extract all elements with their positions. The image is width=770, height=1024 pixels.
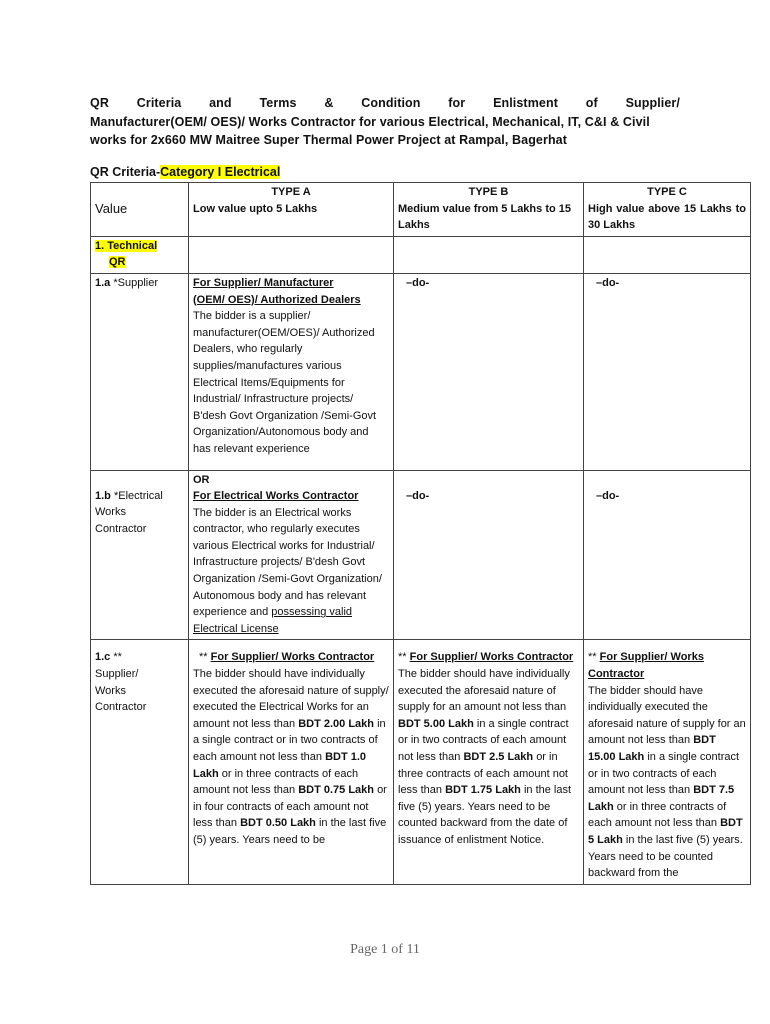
criteria-category: Category I Electrical — [160, 165, 281, 179]
value-cell — [91, 183, 189, 237]
row-1c-c-v1: BDT 15.00 Lakh — [588, 734, 716, 763]
row-1b-number: 1.b — [95, 489, 111, 502]
row-1c-stars: ** — [113, 651, 122, 664]
type-c-desc: High value above 15 Lakhs to 30 Lakhs — [588, 202, 746, 232]
title-word: Criteria — [136, 96, 182, 110]
row-1a-type-b — [394, 273, 584, 470]
row-1c-a-t4: or in four contracts of each amount not less than — [193, 784, 387, 830]
empty-cell — [394, 236, 584, 273]
empty-cell — [584, 236, 751, 273]
row-1c-text-2: Works — [95, 684, 126, 697]
row-1b-ditto-c: –do- — [596, 489, 620, 502]
row-1c-text-3: Contractor — [95, 701, 147, 714]
row-1b-label — [91, 470, 189, 640]
row-1c-text-1: Supplier/ — [95, 668, 139, 681]
row-1a-heading-2: (OEM/ OES)/ Authorized Dealers — [193, 293, 361, 306]
qr-criteria-table — [90, 182, 751, 885]
row-1c-c-t4: in the last five (5) years. Years need to be counted backward from the — [588, 833, 743, 880]
row-1c-a-t3: or in three contracts of each amount not less than — [193, 767, 359, 797]
technical-qr-cell — [91, 236, 189, 273]
row-1c-c-t3: or in three contracts of each amount not less than — [588, 800, 727, 830]
type-a-label: TYPE A — [271, 186, 311, 198]
row-1b-heading: For Electrical Works Contractor — [193, 490, 359, 503]
row-1b-text-a: The bidder is an Electrical works contractor, who regularly executes various Electrical works for Industrial/ Infrastructure projects/ B'desh Govt Organization /Semi-Govt Organization/ Autonomous body and has relevant experience and — [193, 506, 382, 619]
type-b-desc: Medium value from 5 Lakhs to 15 Lakhs — [398, 202, 571, 232]
row-1b-type-c — [584, 470, 751, 640]
row-1c-b-t1: The bidder should have individually executed the aforesaid nature of supply for an amount not less than — [398, 668, 570, 714]
row-1a-text: *Supplier — [113, 276, 158, 289]
technical-qr-row — [91, 236, 751, 273]
row-1c-b-v2: BDT 2.5 Lakh — [463, 751, 534, 763]
row-1c-a-v1: BDT 2.00 Lakh — [298, 717, 374, 730]
row-1c-a-v4: BDT 0.50 Lakh — [240, 817, 316, 830]
row-1c-c-t1: The bidder should have individually executed the aforesaid nature of supply for an amount not less than — [588, 684, 746, 747]
title-word: Supplier/ — [625, 96, 680, 110]
row-1c-type-a — [189, 640, 394, 884]
row-1b-text-3: Contractor — [95, 522, 147, 535]
title-word: QR — [90, 96, 109, 110]
row-1a-label — [91, 273, 189, 470]
row-1c-label — [91, 640, 189, 884]
value-label: Value — [95, 201, 128, 216]
row-1c-b-t4: in the last five (5) years. Years need to be counted backward from the date of issuance of enlistment Notice. — [398, 784, 572, 846]
row-1a-text-a: The bidder is a supplier/ manufacturer(OEM/OES)/ Authorized Dealers, who regularly supplies/manufactures various Electrical Items/Equipments for Industrial/ Infrastructure projects/ B'desh Govt Organization /Semi-Govt Organization/Autonomous body and has relevant experience — [193, 310, 377, 455]
title-word: for — [448, 96, 466, 110]
row-1b-type-a — [189, 470, 394, 640]
or-separator: OR — [193, 473, 210, 486]
row-1c-c-v2: BDT 7.5 Lakh — [588, 784, 735, 813]
row-1b-text-2: Works — [95, 506, 126, 519]
row-1c-number: 1.c — [95, 651, 111, 664]
type-a-header — [189, 183, 394, 237]
criteria-heading — [90, 165, 280, 179]
title-word: of — [585, 96, 598, 110]
row-1c-a-v3: BDT 0.75 Lakh — [298, 784, 374, 797]
title-word: & — [324, 96, 334, 110]
title-line-1 — [90, 94, 680, 113]
title-word: Enlistment — [493, 96, 558, 110]
row-1b-type-b — [394, 470, 584, 640]
row-1c-a-v2: BDT 1.0 Lakh — [193, 751, 367, 780]
type-b-header — [394, 183, 584, 237]
row-1a-type-c — [584, 273, 751, 470]
title-word: Condition — [361, 96, 421, 110]
document-title — [90, 94, 680, 150]
technical-label-qr: QR — [109, 256, 126, 269]
row-1b-text: *Electrical — [113, 489, 163, 502]
type-a-desc: Low value upto 5 Lakhs — [193, 202, 318, 215]
row-1c-a-t5: in the last five (5) years. Years need to be — [193, 817, 387, 846]
row-1c-c-v3: BDT 5 Lakh — [588, 817, 743, 846]
row-1c-a-t1: The bidder should have individually executed the aforesaid nature of supply/ executed the Electrical Works for an amount not less than — [193, 668, 389, 730]
row-1a-number: 1.a — [95, 276, 111, 289]
row-1c-type-b — [394, 640, 584, 884]
row-1a-ditto-c: –do- — [596, 276, 620, 289]
row-1c-b-v1: BDT 5.00 Lakh — [398, 717, 474, 730]
title-line-2: Manufacturer(OEM/ OES)/ Works Contractor for various Electrical, Mechanical, IT, C&I & Civil — [90, 114, 650, 129]
row-1c-b-t3: or in three contracts of each amount not less than — [398, 751, 568, 797]
type-c-header — [584, 183, 751, 237]
type-b-label: TYPE B — [468, 186, 509, 198]
row-1c-b-heading: For Supplier/ Works Contractor — [409, 651, 574, 664]
table-header-row — [91, 183, 751, 237]
row-1c-a-t2: in a single contract or in two contracts of each amount not less than — [193, 717, 386, 763]
title-line-3: works for 2x660 MW Maitree Super Thermal Power Project at Rampal, Bagerhat — [90, 133, 567, 147]
row-1a-type-a — [189, 273, 394, 470]
technical-label: 1. Technical — [95, 239, 158, 252]
row-1b-ditto-b: –do- — [406, 489, 430, 502]
row-1b-license: possessing valid Electrical License — [193, 606, 353, 635]
type-c-label: TYPE C — [647, 186, 687, 198]
row-1c-type-c — [584, 640, 751, 884]
row-1c-b-t2: in a single contract or in two contracts of each amount not less than — [398, 717, 569, 763]
row-1c-c-prefix: ** — [588, 651, 597, 664]
row-1c-b-prefix: ** — [398, 651, 407, 664]
row-1c-a-prefix: ** — [199, 651, 208, 664]
row-1c-b-v3: BDT 1.75 Lakh — [445, 784, 521, 797]
row-1a-ditto-b: –do- — [406, 276, 430, 289]
row-1c — [91, 640, 751, 884]
row-1c-a-heading: For Supplier/ Works Contractor — [210, 651, 375, 664]
title-word: Terms — [259, 96, 297, 110]
criteria-prefix: QR Criteria- — [90, 165, 161, 179]
row-1a — [91, 273, 751, 470]
row-1b — [91, 470, 751, 640]
row-1c-c-t2: in a single contract or in two contracts of each amount not less than — [588, 751, 740, 797]
title-word: and — [209, 96, 232, 110]
row-1a-heading: For Supplier/ Manufacturer — [193, 276, 334, 289]
empty-cell — [189, 236, 394, 273]
page-number-footer: Page 1 of 11 — [350, 942, 420, 957]
row-1c-c-heading: For Supplier/ Works Contractor — [588, 651, 704, 681]
